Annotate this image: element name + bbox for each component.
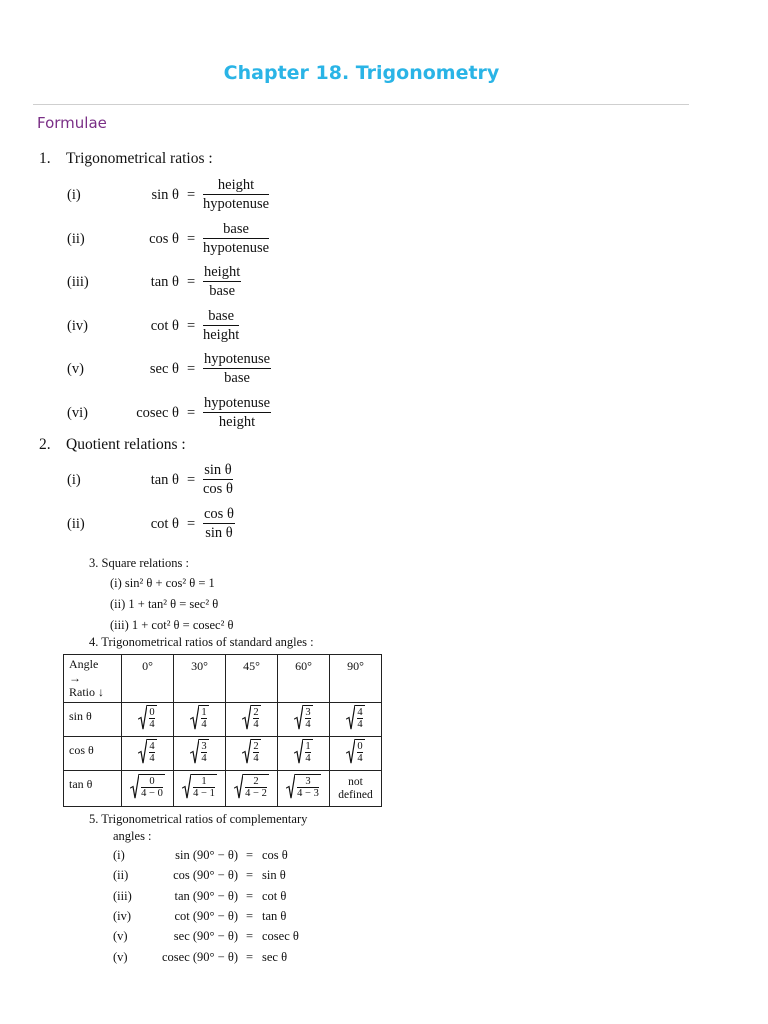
- ratio-value-cell: [330, 737, 382, 771]
- fraction-numerator: hypotenuse: [204, 395, 271, 411]
- square-relation: (i) sin² θ + cos² θ = 1: [110, 576, 215, 590]
- square-root: [346, 739, 364, 764]
- radicand-denominator: 4 − 3: [297, 788, 319, 799]
- radicand-numerator: 0: [149, 776, 155, 787]
- fraction-denominator: cos θ: [203, 481, 233, 497]
- radical-sign: [294, 705, 303, 730]
- radicand-numerator: 4: [357, 707, 363, 718]
- standard-angles-table: [63, 654, 382, 807]
- equals-sign: =: [187, 361, 196, 377]
- radicand-numerator: 4: [149, 741, 155, 752]
- radicand-denominator: 4: [357, 719, 363, 730]
- fraction-numerator: cos θ: [204, 506, 234, 522]
- formula-lhs: cosec θ: [136, 405, 179, 421]
- radicand: [355, 705, 364, 730]
- undefined-text: defined: [338, 788, 373, 801]
- ratio-value-cell: [174, 737, 226, 771]
- fraction-numerator: base: [223, 221, 249, 237]
- radical-sign: [242, 739, 251, 764]
- square-root: [182, 774, 217, 799]
- radicand-denominator: 4 − 0: [141, 788, 163, 799]
- corner-arrow: →: [69, 671, 81, 685]
- section-2-heading: [39, 436, 186, 454]
- radicand: [199, 739, 208, 764]
- ratio-value-cell: [278, 703, 330, 737]
- equals-sign: =: [246, 909, 254, 923]
- fraction: [203, 176, 269, 213]
- radicand-denominator: 4: [253, 753, 259, 764]
- formula-row: [67, 220, 367, 260]
- radical-sign: [346, 705, 355, 730]
- formula-lhs: tan θ: [150, 472, 179, 488]
- radical-sign: [346, 739, 355, 764]
- fraction-numerator: sin θ: [204, 462, 232, 478]
- radical-sign: [138, 705, 147, 730]
- formula-index: (iii): [113, 889, 132, 903]
- ratio-value-cell: [330, 703, 382, 737]
- formula-row: [67, 307, 367, 347]
- formula-index: (i): [67, 187, 81, 203]
- formula-lhs: sin (90° − θ): [175, 848, 238, 862]
- fraction-numerator: height: [217, 177, 255, 193]
- square-root: [286, 774, 321, 799]
- radicand: [147, 739, 156, 764]
- equals-sign: =: [187, 405, 196, 421]
- formula-lhs: cot θ: [150, 516, 179, 532]
- section-1-heading: [39, 150, 213, 168]
- ratio-value-cell: [278, 737, 330, 771]
- formula-index: (i): [67, 472, 81, 488]
- angle-header: 0°: [122, 655, 174, 703]
- radicand-numerator: 2: [253, 741, 259, 752]
- formula-lhs: sec (90° − θ): [173, 929, 238, 943]
- radical-sign: [286, 774, 295, 799]
- radicand-denominator: 4: [201, 719, 207, 730]
- formula-index: (ii): [113, 868, 129, 882]
- fraction: [203, 263, 241, 300]
- fraction-denominator: hypotenuse: [203, 196, 270, 212]
- square-root: [242, 705, 260, 730]
- formula-rhs: sec θ: [262, 950, 288, 964]
- formula-row: [67, 505, 367, 545]
- radical-sign: [234, 774, 243, 799]
- radicand-numerator: 3: [305, 776, 311, 787]
- ratio-value-cell: [226, 737, 278, 771]
- formula-lhs: cos (90° − θ): [173, 868, 238, 882]
- radicand-denominator: 4: [149, 719, 155, 730]
- radicand: [355, 739, 364, 764]
- formula-index: (vi): [67, 405, 88, 421]
- fraction: [203, 461, 233, 498]
- formula-lhs: cosec (90° − θ): [162, 950, 238, 964]
- square-root: [138, 705, 156, 730]
- ratio-value-cell: [122, 771, 174, 807]
- radicand-denominator: 4: [305, 753, 311, 764]
- ratio-value-cell: [122, 737, 174, 771]
- equals-sign: =: [246, 868, 254, 882]
- radicand-numerator: 3: [305, 707, 311, 718]
- square-root: [242, 739, 260, 764]
- formula-row: [67, 461, 367, 501]
- equals-sign: =: [246, 848, 254, 862]
- equals-sign: =: [187, 274, 196, 290]
- formula-index: (iv): [113, 909, 132, 923]
- radicand-numerator: 1: [201, 707, 207, 718]
- corner-cell: [64, 655, 122, 703]
- ratio-value-cell: [226, 771, 278, 807]
- formula-lhs: cos θ: [149, 231, 179, 247]
- radicand: [243, 774, 269, 799]
- square-root: [190, 705, 208, 730]
- undefined-text: not: [348, 775, 363, 788]
- fraction: [203, 394, 271, 431]
- ratio-label: cos θ: [64, 737, 122, 771]
- section-number: 1.: [39, 150, 51, 167]
- formula-lhs: tan (90° − θ): [174, 889, 238, 903]
- formula-lhs: cot (90° − θ): [174, 909, 238, 923]
- radical-sign: [294, 739, 303, 764]
- square-relation: (iii) 1 + cot² θ = cosec² θ: [110, 618, 234, 632]
- formula-index: (iv): [67, 318, 88, 334]
- radical-sign: [130, 774, 139, 799]
- formula-rhs: sin θ: [262, 868, 286, 882]
- radicand: [199, 705, 208, 730]
- equals-sign: =: [187, 516, 196, 532]
- radicand-numerator: 0: [149, 707, 155, 718]
- section-3-heading: 3. Square relations :: [89, 556, 189, 570]
- radicand-denominator: 4: [305, 719, 311, 730]
- angle-header: 45°: [226, 655, 278, 703]
- radical-sign: [138, 739, 147, 764]
- radicand-denominator: 4: [149, 753, 155, 764]
- square-root: [234, 774, 269, 799]
- fraction-denominator: sin θ: [205, 525, 233, 541]
- radicand-denominator: 4: [201, 753, 207, 764]
- ratio-label: sin θ: [64, 703, 122, 737]
- ratio-value-cell: [330, 771, 382, 807]
- fraction: [203, 220, 269, 257]
- section-5-heading: 5. Trigonometrical ratios of complementary: [89, 812, 308, 826]
- fraction-numerator: hypotenuse: [204, 351, 271, 367]
- equals-sign: =: [187, 187, 196, 203]
- equals-sign: =: [187, 318, 196, 334]
- radicand-numerator: 1: [305, 741, 311, 752]
- radicand: [191, 774, 217, 799]
- formula-lhs: tan θ: [150, 274, 179, 290]
- square-root: [190, 739, 208, 764]
- formula-index: (ii): [67, 516, 85, 532]
- fraction: [203, 350, 271, 387]
- angle-header: 60°: [278, 655, 330, 703]
- title-divider: [33, 104, 689, 105]
- square-root: [294, 705, 312, 730]
- radical-sign: [242, 705, 251, 730]
- formula-row: [67, 263, 367, 303]
- radicand: [251, 705, 260, 730]
- formula-index: (v): [113, 929, 128, 943]
- fraction-denominator: height: [218, 414, 256, 430]
- formula-rhs: cosec θ: [262, 929, 299, 943]
- section-4-heading: 4. Trigonometrical ratios of standard angles :: [89, 635, 314, 649]
- radicand: [295, 774, 321, 799]
- radicand: [303, 739, 312, 764]
- square-root: [130, 774, 165, 799]
- formula-lhs: sin θ: [151, 187, 179, 203]
- radicand-denominator: 4: [253, 719, 259, 730]
- square-root: [138, 739, 156, 764]
- radical-sign: [190, 739, 199, 764]
- radicand: [139, 774, 165, 799]
- formula-index: (v): [113, 950, 128, 964]
- section-5-heading-cont: angles :: [113, 829, 152, 843]
- fraction: [203, 505, 235, 542]
- angle-header: 90°: [330, 655, 382, 703]
- formula-row: [67, 394, 367, 434]
- ratio-value-cell: [226, 703, 278, 737]
- formula-row: [67, 350, 367, 390]
- square-root: [346, 705, 364, 730]
- ratio-value-cell: [122, 703, 174, 737]
- radicand-numerator: 0: [357, 741, 363, 752]
- equals-sign: =: [187, 231, 196, 247]
- equals-sign: =: [246, 929, 254, 943]
- square-relation: (ii) 1 + tan² θ = sec² θ: [110, 597, 219, 611]
- formula-rhs: tan θ: [262, 909, 287, 923]
- fraction-denominator: height: [203, 327, 240, 343]
- formula-rhs: cot θ: [262, 889, 287, 903]
- fraction-denominator: hypotenuse: [203, 240, 270, 256]
- section-title: Quotient relations :: [66, 436, 186, 453]
- angle-header: 30°: [174, 655, 226, 703]
- formula-index: (ii): [67, 231, 85, 247]
- radical-sign: [190, 705, 199, 730]
- corner-angle-label: Angle: [69, 657, 99, 671]
- ratio-value-cell: [278, 771, 330, 807]
- ratio-label: tan θ: [64, 771, 122, 807]
- section-number: 2.: [39, 436, 51, 453]
- radicand: [251, 739, 260, 764]
- formula-index: (v): [67, 361, 84, 377]
- radicand-numerator: 1: [201, 776, 207, 787]
- equals-sign: =: [246, 889, 254, 903]
- formula-lhs: sec θ: [149, 361, 179, 377]
- radical-sign: [182, 774, 191, 799]
- equals-sign: =: [246, 950, 254, 964]
- formula-rhs: cos θ: [262, 848, 288, 862]
- radicand-denominator: 4 − 2: [245, 788, 267, 799]
- formula-index: (i): [113, 848, 125, 862]
- radicand-denominator: 4: [357, 753, 363, 764]
- radicand: [303, 705, 312, 730]
- radicand-numerator: 2: [253, 707, 259, 718]
- fraction-denominator: base: [224, 370, 250, 386]
- ratio-value-cell: [174, 771, 226, 807]
- section-subheading: Formulae: [37, 114, 107, 132]
- formula-index: (iii): [67, 274, 89, 290]
- fraction: [203, 307, 239, 344]
- section-title: Trigonometrical ratios :: [66, 150, 213, 167]
- radicand-numerator: 3: [201, 741, 207, 752]
- formula-row: [67, 176, 367, 216]
- fraction-numerator: base: [208, 308, 234, 324]
- corner-ratio-label: Ratio ↓: [69, 685, 104, 699]
- ratio-value-cell: [174, 703, 226, 737]
- equals-sign: =: [187, 472, 196, 488]
- formula-lhs: cot θ: [150, 318, 179, 334]
- page-title: Chapter 18. Trigonometry: [223, 62, 500, 84]
- square-root: [294, 739, 312, 764]
- fraction-denominator: base: [209, 283, 235, 299]
- radicand-numerator: 2: [253, 776, 259, 787]
- fraction-numerator: height: [204, 264, 241, 280]
- radicand-denominator: 4 − 1: [193, 788, 215, 799]
- radicand: [147, 705, 156, 730]
